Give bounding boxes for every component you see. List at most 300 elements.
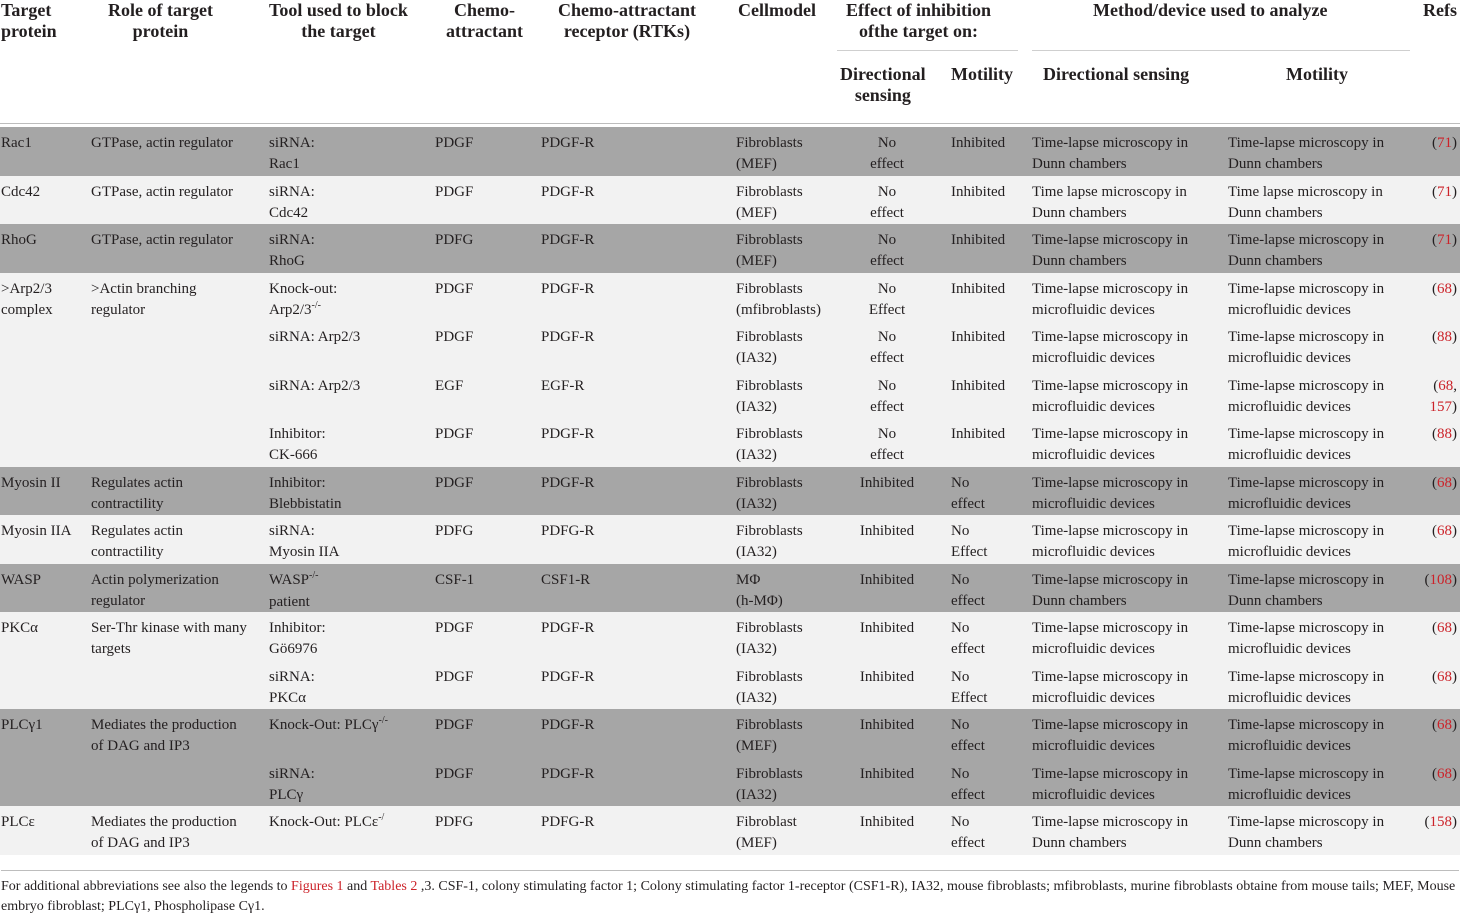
cell-tool xyxy=(269,618,429,660)
cell-tool-text: Knock-out: Arp2/3 xyxy=(269,280,338,318)
cell-method-directional-text: Time-lapse microscopy in microfluidic devices xyxy=(1032,280,1189,318)
cell-cellmodel xyxy=(736,715,832,757)
cell-refs xyxy=(1411,424,1457,445)
cell-target-protein-text: PKCα xyxy=(1,620,39,636)
cell-effect-motility-text: No effect xyxy=(951,814,985,851)
cell-effect-directional-text: Inhibited xyxy=(859,571,915,588)
cell-method-motility-text: Time-lapse microscopy in microfluidic devices xyxy=(1228,280,1385,318)
table-row xyxy=(0,612,1460,661)
cell-method-directional xyxy=(1032,327,1222,369)
cell-role xyxy=(91,812,263,854)
cell-effect-motility xyxy=(951,133,1021,154)
header-chemoattractant: Chemo- attractant xyxy=(446,0,523,41)
ref-link[interactable]: 68 xyxy=(1438,377,1454,394)
table-row xyxy=(0,127,1460,176)
ref-paren: ) xyxy=(1452,571,1457,588)
cell-tool xyxy=(269,473,429,515)
ref-paren: ) xyxy=(1452,183,1457,200)
cell-receptor xyxy=(541,327,731,348)
cell-role xyxy=(91,133,263,154)
footnote-text: For additional abbreviations see also the legends to xyxy=(1,879,292,894)
cell-effect-motility xyxy=(951,715,1021,757)
cell-role-text: Ser-Thr kinase with many targets xyxy=(91,620,247,657)
table-row xyxy=(0,370,1460,419)
cell-receptor xyxy=(541,473,731,494)
cell-target-protein-text: Rac1 xyxy=(1,135,32,151)
cell-method-directional-text: Time-lapse microscopy in microfluidic devices xyxy=(1032,377,1189,415)
ref-paren: ) xyxy=(1452,135,1457,151)
cell-effect-directional-text: Inhibited xyxy=(859,814,915,830)
header-effect-motility: Motility xyxy=(951,64,1013,84)
cell-effect-motility xyxy=(951,230,1021,251)
footnote-link-tables[interactable]: Tables 2 xyxy=(370,879,418,894)
ref-paren: ( xyxy=(1424,571,1430,588)
header-effect-group: Effect of inhibition ofthe target on: xyxy=(846,0,992,41)
header-effect-rule xyxy=(837,50,1018,51)
cell-effect-motility xyxy=(951,812,1021,854)
cell-refs xyxy=(1411,570,1457,591)
ref-link[interactable]: 88 xyxy=(1437,329,1452,345)
cell-effect-motility-text: Inhibited xyxy=(951,135,1006,151)
cell-method-motility xyxy=(1228,521,1418,563)
ref-link[interactable]: 68 xyxy=(1437,765,1452,782)
ref-paren: ( xyxy=(1433,377,1439,394)
cell-receptor xyxy=(541,667,731,688)
cell-chemoattractant xyxy=(435,764,535,785)
cell-effect-motility xyxy=(951,327,1021,348)
cell-target-protein xyxy=(1,279,87,321)
cell-role xyxy=(91,521,263,563)
ref-paren: ( xyxy=(1432,474,1437,491)
cell-receptor xyxy=(541,424,731,445)
cell-method-motility-text: Time-lapse microscopy in microfluidic devices xyxy=(1228,620,1385,657)
cell-cellmodel-text: Fibroblasts (IA32) xyxy=(736,620,803,657)
ref-paren: ( xyxy=(1432,232,1437,248)
header-method-group: Method/device used to analyze xyxy=(1093,0,1328,20)
cell-role xyxy=(91,715,263,757)
cell-effect-directional xyxy=(838,376,936,418)
ref-link[interactable]: 108 xyxy=(1429,571,1452,588)
cell-role xyxy=(91,279,263,321)
cell-chemoattractant xyxy=(435,812,535,833)
cell-method-motility xyxy=(1228,279,1418,321)
cell-method-directional xyxy=(1032,133,1222,175)
ref-link[interactable]: 68 xyxy=(1437,717,1452,733)
cell-receptor xyxy=(541,715,731,736)
ref-paren: ( xyxy=(1432,135,1437,151)
cell-chemoattractant-text: PDGF xyxy=(435,135,474,151)
cell-chemoattractant-text: PDGF xyxy=(435,329,474,345)
cell-method-directional-text: Time-lapse microscopy in Dunn chambers xyxy=(1032,814,1189,851)
ref-link[interactable]: 68 xyxy=(1437,668,1452,685)
cell-effect-directional-text: Inhibited xyxy=(859,668,915,685)
cell-cellmodel-text: Fibroblasts (MEF) xyxy=(736,232,803,269)
cell-cellmodel-text: Fibroblasts (IA32) xyxy=(736,523,803,560)
cell-method-directional-text: Time-lapse microscopy in microfluidic devices xyxy=(1032,523,1189,560)
cell-method-motility xyxy=(1228,182,1418,224)
cell-receptor xyxy=(541,570,731,591)
cell-role-text: GTPase, actin regulator xyxy=(91,135,234,151)
cell-tool-text: siRNA: RhoG xyxy=(269,232,315,269)
cell-effect-directional-text: No effect xyxy=(870,183,904,221)
ref-paren: ( xyxy=(1432,620,1437,636)
cell-chemoattractant xyxy=(435,230,535,251)
cell-effect-motility xyxy=(951,764,1021,806)
table-row xyxy=(0,273,1460,322)
cell-chemoattractant xyxy=(435,715,535,736)
cell-cellmodel xyxy=(736,570,832,612)
cell-effect-motility xyxy=(951,424,1021,445)
cell-effect-directional xyxy=(838,570,936,591)
cell-method-directional xyxy=(1032,618,1222,660)
cell-target-protein xyxy=(1,473,87,494)
cell-chemoattractant xyxy=(435,327,535,348)
cell-cellmodel xyxy=(736,279,832,321)
cell-tool-text: Knock-Out: PLCγ xyxy=(269,717,379,733)
cell-cellmodel-text: Fibroblasts (mfibroblasts) xyxy=(736,280,821,318)
cell-effect-directional xyxy=(838,715,936,736)
table-row xyxy=(0,515,1460,564)
cell-chemoattractant xyxy=(435,473,535,494)
cell-cellmodel-text: Fibroblasts (IA32) xyxy=(736,765,803,803)
table-row xyxy=(0,467,1460,516)
cell-role xyxy=(91,570,263,612)
header-receptor: Chemo-attractant receptor (RTKs) xyxy=(558,0,696,41)
cell-method-motility-text: Time-lapse microscopy in Dunn chambers xyxy=(1228,232,1385,269)
header-role: Role of target protein xyxy=(108,0,213,41)
cell-effect-directional xyxy=(838,424,936,466)
ref-paren: ) xyxy=(1452,668,1457,685)
cell-effect-motility-text: Inhibited xyxy=(951,426,1006,442)
cell-effect-directional-text: No effect xyxy=(870,426,904,463)
cell-target-protein xyxy=(1,133,87,154)
table-row xyxy=(0,224,1460,273)
cell-method-motility xyxy=(1228,618,1418,660)
ref-link[interactable]: 157 xyxy=(1429,398,1452,415)
cell-cellmodel xyxy=(736,521,832,563)
ref-link[interactable]: 88 xyxy=(1437,426,1452,442)
cell-target-protein-text: RhoG xyxy=(1,232,37,248)
cell-tool-text: siRNA: Arp2/3 xyxy=(269,377,361,394)
cell-method-directional xyxy=(1032,424,1222,466)
ref-paren: ( xyxy=(1432,183,1437,200)
cell-cellmodel-text: Fibroblasts (IA32) xyxy=(736,329,803,366)
genotype-superscript: -/- xyxy=(311,299,321,311)
header-cellmodel: Cellmodel xyxy=(738,0,816,20)
cell-receptor xyxy=(541,812,731,833)
cell-receptor-text: EGF-R xyxy=(541,377,585,394)
cell-receptor xyxy=(541,230,731,251)
cell-cellmodel-text: Fibroblasts (IA32) xyxy=(736,377,803,415)
cell-tool-text: siRNA: PLCγ xyxy=(269,765,315,803)
cell-effect-directional-text: No effect xyxy=(870,135,904,172)
cell-effect-directional-text: Inhibited xyxy=(859,474,915,491)
cell-tool-text: Knock-Out: PLCε xyxy=(269,814,379,830)
cell-refs xyxy=(1411,327,1457,348)
cell-effect-directional-text: No Effect xyxy=(868,280,906,318)
ref-paren: ) xyxy=(1452,523,1457,539)
header-effect-directional: Directional sensing xyxy=(840,64,926,105)
ref-paren: ( xyxy=(1432,765,1437,782)
cell-method-motility xyxy=(1228,327,1418,369)
genotype-superscript: -/- xyxy=(378,715,388,726)
ref-link[interactable]: 68 xyxy=(1437,523,1452,539)
cell-target-protein xyxy=(1,570,87,591)
cell-effect-motility xyxy=(951,182,1021,203)
cell-chemoattractant-text: PDFG xyxy=(435,232,474,248)
cell-receptor xyxy=(541,521,731,542)
cell-method-directional xyxy=(1032,521,1222,563)
cell-effect-motility-text: Inhibited xyxy=(951,183,1006,200)
cell-role-text: Mediates the production of DAG and IP3 xyxy=(91,814,237,851)
cell-effect-directional-text: Inhibited xyxy=(859,523,915,539)
header-method-motility: Motility xyxy=(1286,64,1348,84)
table-row xyxy=(0,418,1460,467)
cell-receptor-text: PDGF-R xyxy=(541,620,595,636)
cell-refs xyxy=(1411,764,1457,785)
cell-chemoattractant xyxy=(435,618,535,639)
cell-chemoattractant xyxy=(435,667,535,688)
cell-target-protein-text: Cdc42 xyxy=(1,183,41,200)
cell-effect-directional-text: No effect xyxy=(870,232,904,269)
cell-method-motility-text: Time-lapse microscopy in microfluidic devices xyxy=(1228,717,1385,754)
table-row xyxy=(0,709,1460,758)
cell-method-directional-text: Time-lapse microscopy in Dunn chambers xyxy=(1032,135,1189,172)
cell-method-motility xyxy=(1228,812,1418,854)
cell-effect-directional xyxy=(838,133,936,175)
cell-method-motility xyxy=(1228,376,1418,418)
cell-cellmodel xyxy=(736,618,832,660)
cell-method-directional xyxy=(1032,667,1222,709)
cell-refs xyxy=(1411,279,1457,300)
cell-effect-directional-text: Inhibited xyxy=(859,620,915,636)
cell-cellmodel-text: Fibroblasts (MEF) xyxy=(736,717,803,754)
cell-role-text: GTPase, actin regulator xyxy=(91,183,234,200)
cell-role xyxy=(91,618,263,660)
cell-tool xyxy=(269,764,429,806)
cell-chemoattractant-text: PDGF xyxy=(435,668,474,685)
cell-method-directional xyxy=(1032,279,1222,321)
cell-tool xyxy=(269,279,429,322)
cell-target-protein-text: WASP xyxy=(1,571,42,588)
cell-tool-text: siRNA: Arp2/3 xyxy=(269,329,361,345)
cell-receptor-text: PDGF-R xyxy=(541,329,595,345)
header-target-protein: Target protein xyxy=(1,0,57,41)
cell-refs xyxy=(1411,715,1457,736)
cell-receptor xyxy=(541,182,731,203)
cell-cellmodel xyxy=(736,424,832,466)
cell-method-directional-text: Time-lapse microscopy in microfluidic devices xyxy=(1032,474,1189,512)
cell-effect-directional xyxy=(838,327,936,369)
cell-method-motility-text: Time-lapse microscopy in microfluidic devices xyxy=(1228,377,1385,415)
cell-method-motility-text: Time-lapse microscopy in Dunn chambers xyxy=(1228,814,1385,851)
cell-method-directional-text: Time-lapse microscopy in microfluidic devices xyxy=(1032,717,1189,754)
cell-effect-directional xyxy=(838,521,936,542)
cell-effect-motility xyxy=(951,279,1021,300)
cell-receptor-text: PDFG-R xyxy=(541,814,595,830)
table-footnote xyxy=(1,870,1459,917)
cell-method-directional xyxy=(1032,715,1222,757)
ref-paren: ) xyxy=(1452,717,1457,733)
cell-role-text: Mediates the production of DAG and IP3 xyxy=(91,717,237,754)
cell-method-motility-text: Time-lapse microscopy in microfluidic devices xyxy=(1228,523,1385,560)
cell-cellmodel xyxy=(736,327,832,369)
cell-method-directional-text: Time-lapse microscopy in Dunn chambers xyxy=(1032,571,1189,609)
cell-chemoattractant-text: PDFG xyxy=(435,814,474,830)
cell-tool xyxy=(269,570,429,613)
cell-method-directional-text: Time-lapse microscopy in microfluidic devices xyxy=(1032,765,1189,803)
ref-paren: ) xyxy=(1452,474,1457,491)
ref-paren: ) xyxy=(1452,426,1457,442)
cell-cellmodel xyxy=(736,473,832,515)
cell-effect-motility-text: No effect xyxy=(951,717,985,754)
cell-cellmodel xyxy=(736,376,832,418)
ref-link[interactable]: 71 xyxy=(1437,135,1452,151)
cell-target-protein xyxy=(1,230,87,251)
ref-paren: ( xyxy=(1432,668,1437,685)
ref-paren: ) xyxy=(1452,620,1457,636)
cell-effect-directional-text: No effect xyxy=(870,377,904,415)
cell-role xyxy=(91,182,263,203)
cell-cellmodel xyxy=(736,667,832,709)
cell-receptor-text: PDFG-R xyxy=(541,523,595,539)
cell-effect-directional xyxy=(838,764,936,785)
cell-chemoattractant-text: PDGF xyxy=(435,620,474,636)
cell-method-motility-text: Time-lapse microscopy in microfluidic devices xyxy=(1228,668,1385,706)
cell-method-motility xyxy=(1228,473,1418,515)
cell-effect-directional xyxy=(838,667,936,688)
cell-effect-directional-text: Inhibited xyxy=(859,717,915,733)
cell-tool-text: WASP xyxy=(269,571,310,588)
cell-refs xyxy=(1411,133,1457,154)
cell-method-directional-text: Time-lapse microscopy in microfluidic devices xyxy=(1032,329,1189,366)
cell-receptor-text: PDGF-R xyxy=(541,765,595,782)
cell-receptor-text: PDGF-R xyxy=(541,183,595,200)
cell-receptor-text: PDGF-R xyxy=(541,717,595,733)
cell-cellmodel-text: Fibroblast (MEF) xyxy=(736,814,797,851)
ref-link[interactable]: 71 xyxy=(1437,183,1452,200)
cell-cellmodel-text: Fibroblasts (MEF) xyxy=(736,135,803,172)
cell-effect-motility-text: Inhibited xyxy=(951,232,1006,248)
header-tool: Tool used to block the target xyxy=(269,0,408,41)
table-row xyxy=(0,758,1460,807)
cell-receptor xyxy=(541,618,731,639)
ref-paren: ) xyxy=(1452,232,1457,248)
cell-chemoattractant-text: PDGF xyxy=(435,426,474,442)
cell-role-text: >Actin branching regulator xyxy=(91,280,197,318)
footnote-link-figures[interactable]: Figures 1 xyxy=(291,879,344,894)
cell-refs xyxy=(1411,667,1457,688)
cell-refs xyxy=(1411,230,1457,251)
table-row xyxy=(0,321,1460,370)
cell-cellmodel xyxy=(736,133,832,175)
cell-tool-text: siRNA: Rac1 xyxy=(269,135,315,172)
cell-cellmodel xyxy=(736,764,832,806)
cell-method-motility xyxy=(1228,570,1418,612)
cell-target-protein xyxy=(1,812,87,833)
cell-chemoattractant-text: PDGF xyxy=(435,717,474,733)
cell-cellmodel-text: Fibroblasts (IA32) xyxy=(736,474,803,512)
cell-method-directional xyxy=(1032,376,1222,418)
cell-effect-directional-text: Inhibited xyxy=(859,765,915,782)
cell-effect-directional xyxy=(838,812,936,833)
cell-tool-text: Inhibitor: Gö6976 xyxy=(269,620,326,657)
cell-method-motility-text: Time-lapse microscopy in Dunn chambers xyxy=(1228,571,1385,609)
cell-effect-motility-text: No effect xyxy=(951,620,985,657)
cell-receptor-text: PDGF-R xyxy=(541,232,595,248)
cell-refs xyxy=(1411,473,1457,494)
cell-effect-directional xyxy=(838,279,936,321)
cell-method-motility xyxy=(1228,133,1418,175)
cell-refs xyxy=(1411,521,1457,542)
cell-effect-directional-text: No effect xyxy=(870,329,904,366)
ref-paren: ) xyxy=(1452,765,1457,782)
cell-chemoattractant xyxy=(435,182,535,203)
ref-paren: , xyxy=(1453,377,1457,394)
cell-effect-directional xyxy=(838,182,936,224)
cell-receptor-text: PDGF-R xyxy=(541,474,595,491)
ref-link[interactable]: 158 xyxy=(1429,814,1452,830)
cell-receptor-text: PDGF-R xyxy=(541,668,595,685)
cell-chemoattractant xyxy=(435,570,535,591)
cell-target-protein-text: >Arp2/3 complex xyxy=(1,280,53,318)
cell-method-motility-text: Time lapse microscopy in Dunn chambers xyxy=(1228,183,1383,221)
cell-tool xyxy=(269,182,429,224)
cell-method-directional xyxy=(1032,764,1222,806)
cell-target-protein-text: PLCε xyxy=(1,814,35,830)
cell-chemoattractant xyxy=(435,376,535,397)
genotype-superscript: -/ xyxy=(378,812,385,823)
header-method-rule xyxy=(1032,50,1410,51)
ref-paren: ) xyxy=(1452,814,1457,830)
ref-link[interactable]: 68 xyxy=(1437,474,1452,491)
cell-effect-motility-text: Inhibited xyxy=(951,377,1006,394)
cell-method-directional xyxy=(1032,230,1222,272)
header-refs: Refs xyxy=(1423,0,1457,20)
cell-chemoattractant-text: PDGF xyxy=(435,474,474,491)
cell-cellmodel-text: Fibroblasts (IA32) xyxy=(736,668,803,706)
ref-link[interactable]: 68 xyxy=(1437,620,1452,636)
ref-link[interactable]: 71 xyxy=(1437,232,1452,248)
cell-method-directional-text: Time-lapse microscopy in microfluidic devices xyxy=(1032,426,1189,463)
ref-paren: ( xyxy=(1432,426,1437,442)
cell-effect-directional xyxy=(838,618,936,639)
cell-target-protein-text: Myosin II xyxy=(1,474,61,491)
cell-receptor-text: PDGF-R xyxy=(541,135,595,151)
cell-effect-motility xyxy=(951,376,1021,397)
table-row xyxy=(0,661,1460,710)
cell-effect-motility-text: No Effect xyxy=(951,523,988,560)
cell-effect-directional xyxy=(838,230,936,272)
cell-receptor-text: PDGF-R xyxy=(541,426,595,442)
cell-role xyxy=(91,473,263,515)
cell-chemoattractant xyxy=(435,521,535,542)
cell-tool-text: Inhibitor: CK-666 xyxy=(269,426,326,463)
cell-role xyxy=(91,230,263,251)
cell-method-motility xyxy=(1228,764,1418,806)
cell-method-directional-text: Time lapse microscopy in Dunn chambers xyxy=(1032,183,1187,221)
cell-cellmodel-text: Fibroblasts (IA32) xyxy=(736,426,803,463)
ref-link[interactable]: 68 xyxy=(1437,280,1452,297)
ref-paren: ( xyxy=(1424,814,1430,830)
cell-tool-text: siRNA: PKCα xyxy=(269,668,315,706)
cell-method-directional xyxy=(1032,570,1222,612)
cell-method-motility xyxy=(1228,715,1418,757)
cell-tool xyxy=(269,230,429,272)
cell-effect-motility-text: No effect xyxy=(951,474,985,512)
cell-tool xyxy=(269,812,429,834)
cell-tool xyxy=(269,424,429,466)
